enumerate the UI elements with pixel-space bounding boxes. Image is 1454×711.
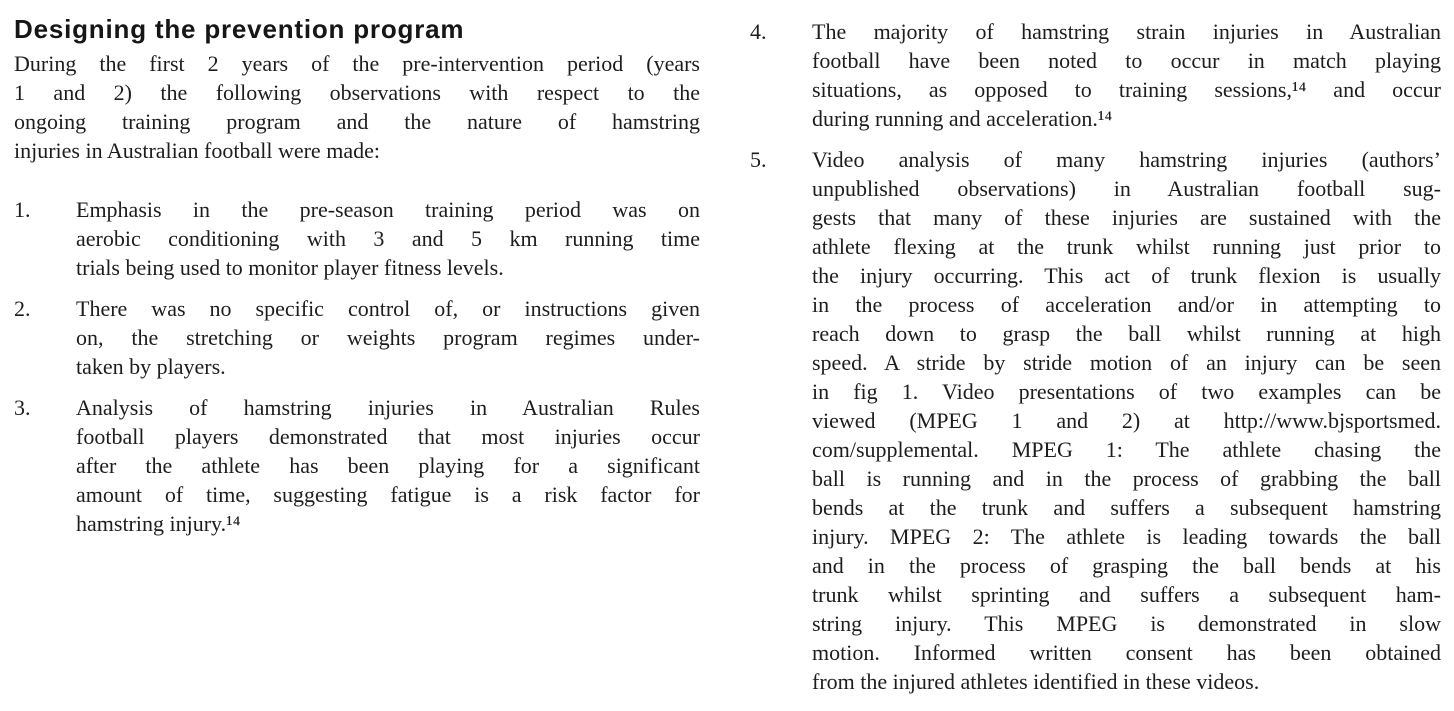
text-line: on, the stretching or weights program regimes under- — [76, 325, 700, 350]
text-line: The majority of hamstring strain injuries in Australian — [812, 19, 1441, 44]
text-line: During the first 2 years of the pre-intervention period (years — [14, 51, 700, 76]
text-line: ball is running and in the process of grabbing the ball — [812, 466, 1441, 491]
text-line: football players demonstrated that most injuries occur — [76, 424, 700, 449]
left-column — [14, 14, 700, 550]
text-line: aerobic conditioning with 3 and 5 km running time — [76, 226, 700, 251]
text-line: Video analysis of many hamstring injuries (authors’ — [812, 147, 1441, 172]
text-line: com/supplemental. MPEG 1: The athlete chasing the — [812, 437, 1441, 462]
list-item-text — [76, 393, 700, 538]
text-line: in fig 1. Video presentations of two examples can be — [812, 379, 1441, 404]
text-line: and in the process of grasping the ball bends at his — [812, 553, 1441, 578]
text-line: during running and acceleration.¹⁴ — [812, 106, 1113, 131]
text-line: reach down to grasp the ball whilst running at high — [812, 321, 1441, 346]
text-line: amount of time, suggesting fatigue is a risk factor for — [76, 482, 700, 507]
text-line: speed. A stride by stride motion of an injury can be seen — [812, 350, 1441, 375]
list-item-text — [812, 17, 1441, 133]
numbered-list-left — [14, 195, 700, 538]
text-line: injuries in Australian football were made: — [14, 138, 380, 163]
right-column — [750, 14, 1441, 708]
text-line: Emphasis in the pre-season training period was on — [76, 197, 700, 222]
text-line: There was no specific control of, or instructions given — [76, 296, 700, 321]
section-heading: Designing the prevention program — [14, 14, 465, 44]
text-line: after the athlete has been playing for a significant — [76, 453, 700, 478]
text-line: Analysis of hamstring injuries in Australian Rules — [76, 395, 700, 420]
text-line: gests that many of these injuries are sustained with the — [812, 205, 1441, 230]
text-line: in the process of acceleration and/or in attempting to — [812, 292, 1441, 317]
text-line: bends at the trunk and suffers a subsequent hamstring — [812, 495, 1441, 520]
numbered-list-right — [750, 17, 1441, 696]
list-item-text — [76, 294, 700, 381]
text-line: ongoing training program and the nature of hamstring — [14, 109, 700, 134]
text-line: 1 and 2) the following observations with respect to the — [14, 80, 700, 105]
list-item-text — [812, 145, 1441, 696]
list-item — [14, 195, 700, 282]
list-item-number: 1. — [14, 197, 31, 222]
text-line: from the injured athletes identified in these videos. — [812, 669, 1260, 694]
text-line: the injury occurring. This act of trunk flexion is usually — [812, 263, 1441, 288]
text-line: football have been noted to occur in match playing — [812, 48, 1441, 73]
text-line: trials being used to monitor player fitness levels. — [76, 255, 504, 280]
text-line: string injury. This MPEG is demonstrated in slow — [812, 611, 1441, 636]
list-item — [14, 393, 700, 538]
list-item-number: 3. — [14, 395, 31, 420]
text-line: motion. Informed written consent has been obtained — [812, 640, 1441, 665]
text-line: situations, as opposed to training sessions,¹⁴ and occur — [812, 77, 1441, 102]
text-line: viewed (MPEG 1 and 2) at http://www.bjsportsmed. — [812, 408, 1441, 433]
text-line: hamstring injury.¹⁴ — [76, 511, 241, 536]
list-item-number: 4. — [750, 19, 767, 44]
list-item-number: 5. — [750, 147, 767, 172]
text-line: unpublished observations) in Australian football sug- — [812, 176, 1441, 201]
text-line: injury. MPEG 2: The athlete is leading towards the ball — [812, 524, 1441, 549]
list-item — [750, 17, 1441, 133]
list-item-number: 2. — [14, 296, 31, 321]
text-line: trunk whilst sprinting and suffers a subsequent ham- — [812, 582, 1441, 607]
text-line: athlete flexing at the trunk whilst running just prior to — [812, 234, 1441, 259]
intro-paragraph — [14, 49, 700, 165]
list-item — [750, 145, 1441, 696]
list-item-text — [76, 195, 700, 282]
list-item — [14, 294, 700, 381]
text-line: taken by players. — [76, 354, 226, 379]
